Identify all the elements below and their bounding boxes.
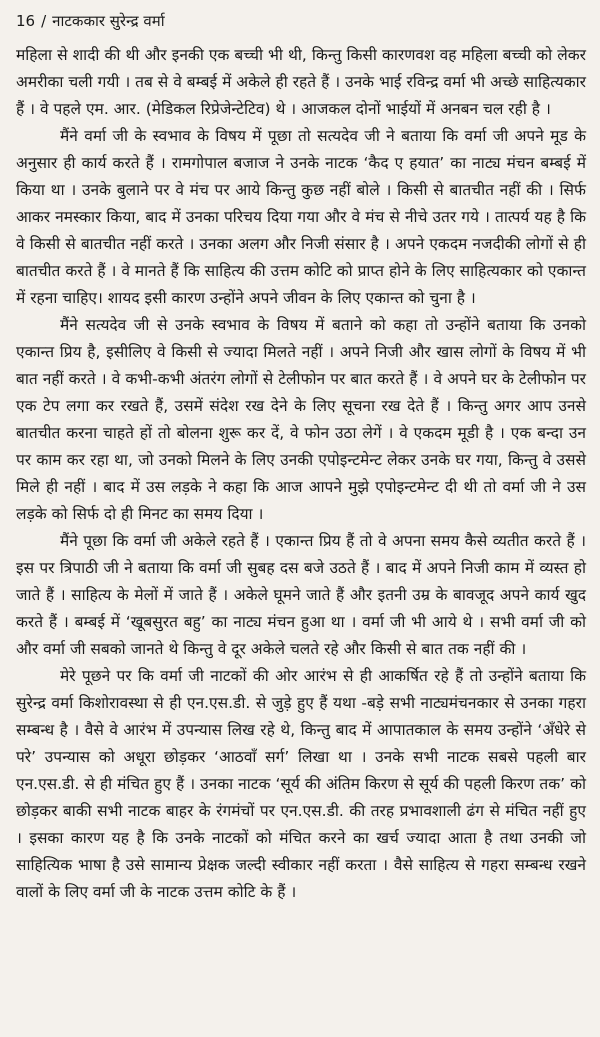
paragraph: मेरे पूछने पर कि वर्मा जी नाटकों की ओर आरंभ से ही आकर्षित रहे हैं तो उन्होंने बताया कि सुरेन्द्र वर्मा किशोरावस्था से ही एन.एस.डी. से जुड़े हुए हैं यथा -बड़े सभी नाट्यमंचनकार से उनका गहरा सम्बन्ध है । वैसे वे आरंभ में उपन्यास लिख रहे थे, किन्तु बाद में आपातकाल के समय उन्होंने ‘अँधेरे से परे’ उपन्यास को अधूरा छोड़कर ‘आठवाँ सर्ग’ लिखा था । उनके सभी नाटक सबसे पहली बार एन.एस.डी. से ही मंचित हुए हैं । उनका नाटक ‘सूर्य की अंतिम किरण से सूर्य की पहली किरण तक’ को छोड़कर बाकी सभी नाटक बाहर के रंगमंचों पर एन.एस.डी. की तरह प्रभावशाली ढंग से मंचित नहीं हुए । इसका कारण यह है कि उनके नाटकों को मंचित करने का खर्च ज्यादा आता है तथा उनकी जो साहित्यिक भाषा है उसे सामान्य प्रेक्षक जल्दी स्वीकार नहीं करता । वैसे साहित्य से गहरा सम्बन्ध रखने वालों के लिए वर्मा जी के नाटक उत्तम कोटि के हैं । [16,667,586,901]
body-text [16,42,586,906]
paragraph: मैंने पूछा कि वर्मा जी अकेले रहते हैं । एकान्त प्रिय हैं तो वे अपना समय कैसे व्यतीत करते हैं । इस पर त्रिपाठी जी ने बताया कि वर्मा जी सुबह दस बजे उठते हैं । बाद में अपने निजी काम में व्यस्त हो जाते हैं । साहित्य के मेलों में जाते हैं । अकेले घूमने जाते हैं और इतनी उम्र के बावजूद अपने कार्य खुद करते हैं । बम्बई में ‘खूबसुरत बहु’ का नाट्य मंचन हुआ था । वर्मा जी भी आये थे । सभी वर्मा जी को और वर्मा जी सबको जानते थे किन्तु वे दूर अकेले चलते रहे और किसी से बात तक नहीं की । [16,532,586,658]
header-separator: / [41,12,47,30]
running-title: नाटककार सुरेन्द्र वर्मा [52,12,165,30]
paragraph: मैंने वर्मा जी के स्वभाव के विषय में पूछा तो सत्यदेव जी ने बताया कि वर्मा जी अपने मूड के अनुसार ही कार्य करते हैं । रामगोपाल बजाज ने उनके नाटक ‘कैद ए हयात’ का नाट्य मंचन बम्बई में किया था । उनके बुलाने पर वे मंच पर आये किन्तु कुछ नहीं बोले । किसी से बातचीत नहीं की । सिर्फ आकर नमस्कार किया, बाद में उनका परिचय दिया गया और वे मंच से नीचे उतर गये । तात्पर्य यह है कि वे किसी से बातचीत नहीं करते । उनका अलग और निजी संसार है । अपने एकदम नजदीकी लोगों से ही बातचीत करते हैं । वे मानते हैं कि साहित्य की उत्तम कोटि को प्राप्त होने के लिए साहित्यकार को एकान्त में रहना चाहिए। शायद इसी कारण उन्होंने अपने जीवन के लिए एकान्त को चुना है । [16,127,586,307]
page-number: 16 [16,12,36,30]
page-header [16,10,586,36]
paragraph: महिला से शादी की थी और इनकी एक बच्ची भी थी, किन्तु किसी कारणवश वह महिला बच्ची को लेकर अमरीका चली गयी । तब से वे बम्बई में अकेले ही रहते हैं । उनके भाई रविन्द्र वर्मा भी अच्छे साहित्यकार हैं । वे पहले एम. आर. (मेडिकल रिप्रेजेन्टेटिव) थे । आजकल दोनों भाईयों में अनबन चल रही है । [16,46,586,118]
paragraph: मैंने सत्यदेव जी से उनके स्वभाव के विषय में बताने को कहा तो उन्होंने बताया कि उनको एकान्त प्रिय है, इसीलिए वे किसी से ज्यादा मिलते नहीं । अपने निजी और खास लोगों के विषय में भी बात नहीं करते । वे कभी-कभी अंतरंग लोगों से टेलीफोन पर बात करते हैं । वे अपने घर के टेलीफोन पर एक टेप लगा कर रखते हैं, उसमें संदेश रख देने के लिए सूचना रख देते हैं । किन्तु अगर आप उनसे बातचीत करना चाहते हों तो बोलना शुरू कर दें, वे फोन उठा लेगें । वे एकदम मूडी है । एक बन्दा उन पर काम कर रहा था, जो उनको मिलने के लिए उनकी एपोइन्टमेन्ट लेकर उनके घर गया, किन्तु वे उससे मिले ही नहीं । बाद में उस लड़के ने कहा कि आज आपने मुझे एपोइन्टमेन्ट दी थी तो वर्मा जी ने उस लड़के को सिर्फ दो ही मिनट का समय दिया । [16,316,586,523]
